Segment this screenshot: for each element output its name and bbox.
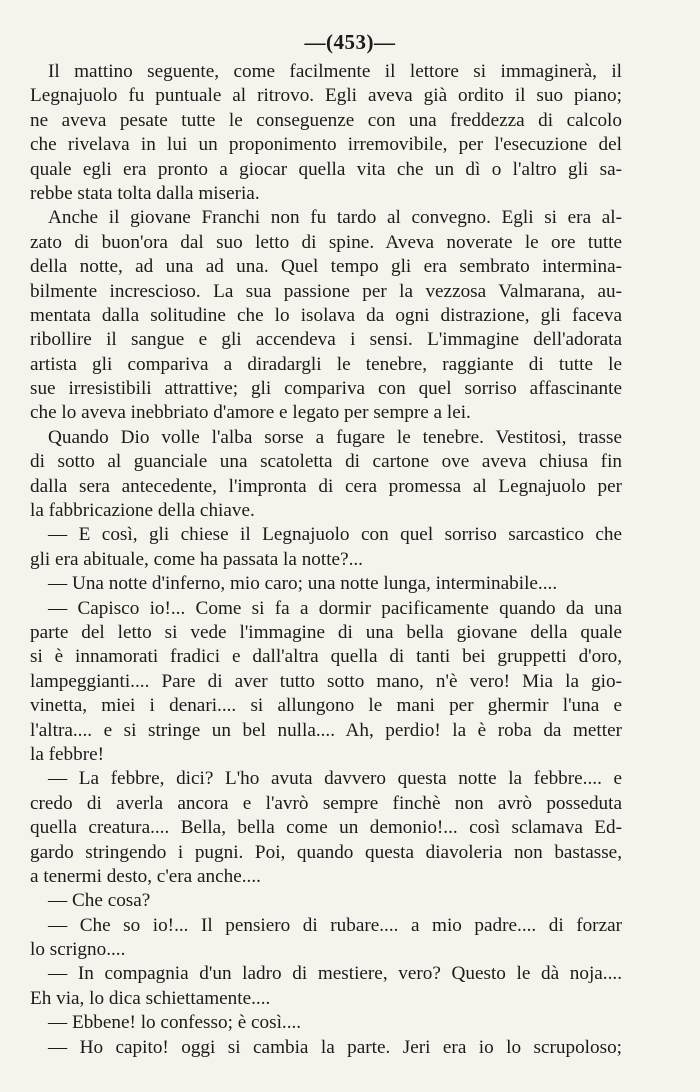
text-line: credo di averla ancora e l'avrò sempre finchè non avrò posseduta <box>30 792 622 814</box>
text-line: l'altra.... e si stringe un bel nulla.... Ah, perdio! la è roba da metter <box>30 719 622 741</box>
text-line: la febbre! <box>30 743 105 765</box>
text-line: ne aveva pesate tutte le conseguenze con una freddezza di calcolo <box>30 109 622 131</box>
text-line: Legnajuolo fu puntuale al ritrovo. Egli aveva già ordito il suo piano; <box>30 85 622 107</box>
text-line: gli era abituale, come ha passata la notte?... <box>30 548 363 570</box>
text-line: — Che cosa? <box>48 890 151 912</box>
text-line: a tenermi desto, c'era anche.... <box>30 865 261 887</box>
text-line: vinetta, miei i denari.... si allungono le mani per ghermir l'una e <box>30 695 622 717</box>
text-line: mentata dalla solitudine che lo isolava da ogni distrazione, gli faceva <box>30 304 622 326</box>
text-line: ribollire il sangue e gli accendeva i sensi. L'immagine dell'adorata <box>30 329 622 351</box>
text-line: Il mattino seguente, come facilmente il lettore si immaginerà, il <box>48 61 622 82</box>
text-line: Quando Dio volle l'alba sorse a fugare le tenebre. Vestitosi, trasse <box>48 426 622 448</box>
text-line: — Ho capito! oggi si cambia la parte. Jeri era io lo scrupoloso; <box>48 1036 622 1058</box>
text-line: — Ebbene! lo confesso; è così.... <box>48 1012 302 1034</box>
text-line: di sotto al guanciale una scatoletta di cartone ove aveva chiusa fin <box>30 451 622 473</box>
text-line: gardo stringendo i pugni. Poi, quando questa diavoleria non bastasse, <box>30 841 622 863</box>
text-line: — E così, gli chiese il Legnajuolo con quel sorriso sarcastico che <box>48 524 622 546</box>
text-line: parte del letto si vede l'immagine di una bella giovane della quale <box>30 621 622 643</box>
text-line: artista gli compariva a diradargli le tenebre, raggiante di tutte le <box>30 353 622 375</box>
text-line: — In compagnia d'un ladro di mestiere, vero? Questo le dà noja.... <box>48 963 622 985</box>
text-line: zato di buon'ora dal suo letto di spine. Aveva noverate le ore tutte <box>30 231 622 253</box>
text-line: la fabbricazione della chiave. <box>30 500 255 522</box>
text-line: — Capisco io!... Come si fa a dormir pacificamente quando da una <box>48 597 622 619</box>
text-line: — La febbre, dici? L'ho avuta davvero questa notte la febbre.... e <box>48 768 622 790</box>
text-line: — Che so io!... Il pensiero di rubare.... a mio padre.... di forzar <box>48 914 622 936</box>
text-line: quale egli era pronto a giocar quella vita che un dì o l'altro gli sa- <box>30 158 622 180</box>
text-line: quella creatura.... Bella, bella come un demonio!... così sclamava Ed- <box>30 817 622 839</box>
text-line: lampeggianti.... Pare di aver tutto sotto mano, n'è vero! Mia la gio- <box>30 670 622 692</box>
page-body-text <box>30 60 622 1060</box>
text-line: Anche il giovane Franchi non fu tardo al convegno. Egli si era al- <box>48 207 622 229</box>
text-line: dalla sera antecedente, l'impronta di cera promessa al Legnajuolo per <box>30 475 622 497</box>
text-line: lo scrigno.... <box>30 939 126 961</box>
text-line: sue irresistibili attrattive; gli compariva con quel sorriso affascinante <box>30 378 622 400</box>
text-line: rebbe stata tolta dalla miseria. <box>30 182 260 204</box>
text-line: che rivelava in lui un proponimento irremovibile, per l'esecuzione del <box>30 134 622 156</box>
text-line: Eh via, lo dica schiettamente.... <box>30 987 271 1009</box>
text-line: che lo aveva inebbriato d'amore e legato per sempre a lei. <box>30 402 471 424</box>
page-number-header: —(453)— <box>304 30 396 54</box>
text-line: — Una notte d'inferno, mio caro; una notte lunga, interminabile.... <box>48 573 558 595</box>
text-line: bilmente increscioso. La sua passione per la vezzosa Valmarana, au- <box>30 280 622 302</box>
text-line: della notte, ad una ad una. Quel tempo gli era sembrato intermina- <box>30 256 622 278</box>
text-line: si è innamorati fradici e dall'altra quella di tanti bei gruppetti d'oro, <box>30 646 622 668</box>
